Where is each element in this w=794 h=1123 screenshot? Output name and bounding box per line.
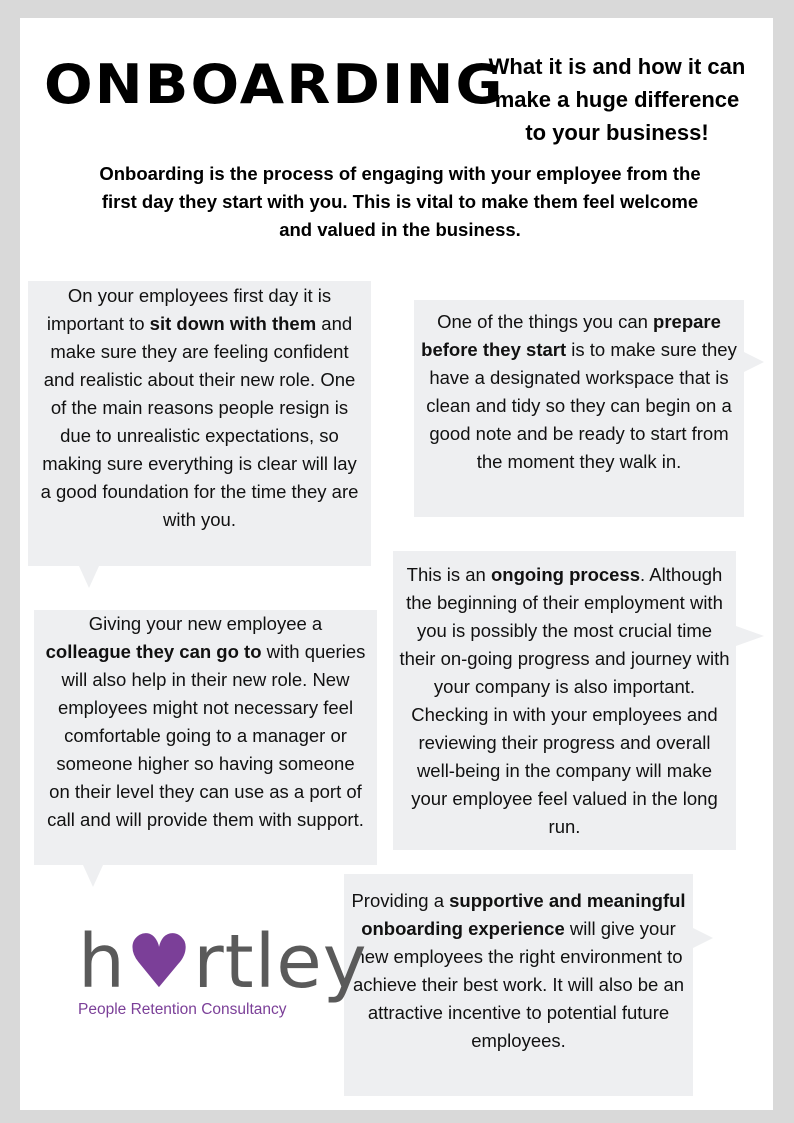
callout-text-start: One of the things you can [437, 311, 654, 332]
callout-text [399, 561, 730, 841]
hartley-logo [78, 919, 368, 1025]
intro-line: first day they start with you. This is vital to make them feel welcome [101, 191, 699, 212]
intro-line: Onboarding is the process of engaging with your employee from the [99, 163, 701, 184]
callout-ongoing [393, 551, 736, 850]
callout-highlight: supportive and meaningful onboarding experience [361, 890, 686, 939]
subtitle-line: What it is and how it can [488, 54, 746, 79]
callout-highlight: colleague they can go to [45, 641, 262, 662]
callout-text [44, 610, 367, 834]
callout-text-start: This is an [406, 564, 491, 585]
callout-tail [736, 626, 764, 646]
heart-icon: ♥ [125, 919, 194, 1005]
callout-supportive [344, 874, 693, 1096]
callout-tail [79, 566, 99, 588]
callout-prepare [414, 300, 744, 517]
callout-text-start: Giving your new employee a [88, 613, 323, 634]
intro-line: and valued in the business. [279, 219, 521, 240]
callout-text-end: will give your new employees the right environment to achieve their best work. It will also be an attractive incentive to potential future employees. [352, 918, 685, 1051]
callout-text-start: Providing a [351, 890, 450, 911]
logo-wordmark [78, 919, 368, 1005]
callout-text-start: On your employees first day it is important to [46, 285, 332, 334]
callout-colleague [34, 610, 377, 865]
callout-highlight: ongoing process [490, 564, 641, 585]
page-title: ONBOARDING [44, 53, 505, 116]
callout-highlight: sit down with them [149, 313, 317, 334]
logo-letters: rtley [193, 919, 368, 1005]
callout-tail [744, 352, 764, 372]
callout-text-end: . Although the beginning of their employment with you is possibly the most crucial time their on-going progress and journey with your company is also important. Checking in with your employees and reviewing their progress and overall well-being in the company will make your employee feel valued in the long run. [399, 564, 730, 837]
logo-tagline: People Retention Consultancy [78, 1001, 287, 1018]
intro-paragraph [60, 160, 740, 244]
callout-tail [83, 865, 103, 887]
page-subtitle [474, 50, 760, 149]
callout-text-end: with queries will also help in their new role. New employees might not necessary feel comfortable going to a manager or someone higher so having someone on their level they can use as a port of call and will provide them with support. [47, 641, 366, 830]
callout-text-end: is to make sure they have a designated workspace that is clean and tidy so they can begin on a good note and be ready to start from the moment they walk in. [426, 339, 737, 472]
subtitle-line: make a huge difference [494, 87, 740, 112]
callout-text-end: and make sure they are feeling confident and realistic about their new role. One of the main reasons people resign is due to unrealistic expectations, so making sure everything is clear will lay a good foundation for the time they are with you. [40, 313, 359, 530]
callout-tail [693, 928, 713, 948]
callout-text [38, 282, 361, 534]
callout-text [344, 887, 693, 1055]
logo-letter: h [78, 919, 126, 1005]
subtitle-line: to your business! [525, 120, 709, 145]
callout-highlight: prepare before they start [421, 311, 721, 360]
callout-text [420, 308, 738, 476]
callout-first-day [28, 281, 371, 566]
